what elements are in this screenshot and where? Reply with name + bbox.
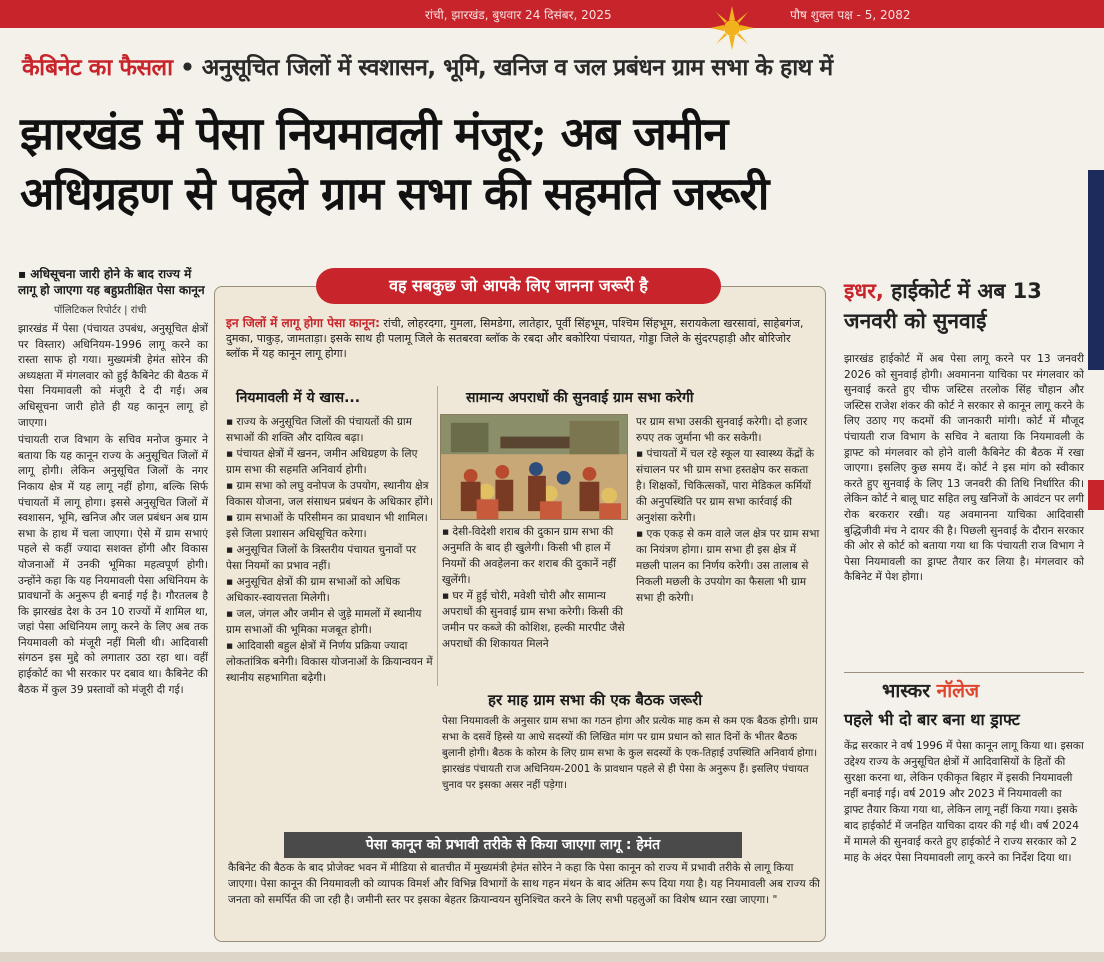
districts-note <box>226 316 816 361</box>
rule-point: ▪ अनुसूचित क्षेत्रों की ग्राम सभाओं को अधिक अधिकार-स्वायत्तता मिलेगी। <box>226 576 401 604</box>
headline-line-1: झारखंड में पेसा नियमावली मंजूर; अब जमीन <box>20 107 728 160</box>
quote-heading: पेसा कानून को प्रभावी तरीके से किया जाएगा लागू : हेमंत <box>284 832 742 858</box>
adjacent-page-strip <box>1088 60 1104 940</box>
page-bottom-edge <box>0 952 1104 962</box>
explainer-banner: वह सबकुछ जो आपके लिए जानना जरूरी है <box>316 268 721 304</box>
rule-point: ▪ अनुसूचित जिलों के त्रिस्तरीय पंचायत चुनावों पर पेसा नियमों का प्रभाव नहीं। <box>226 544 417 572</box>
knowledge-heading: पहले भी दो बार बना था ड्राफ्ट <box>844 710 1020 729</box>
quote-text: कैबिनेट की बैठक के बाद प्रोजेक्ट भवन में मीडिया से बातचीत में मुख्यमंत्री हेमंत सोरेन ने कहा कि पेसा कानून को राज्य में प्रभावी तरीके से लागू किया जाएगा। पेसा कानून की नियमावली को व्यापक विमर्श और विभिन्न विभागों के साथ गहन मंथन के बाद अंतिम रूप दिया गया है। यह नियमावली अब राज्य की जनता को समर्पित की जा रही है। जमीनी स्तर पर इसका बेहतर क्रियान्वयन सुनिश्चित करने के लिए सभी पहलुओं का विशेष ध्यान रखा जाएगा। " <box>228 862 820 906</box>
dateline: रांची, झारखंड, बुधवार 24 दिसंबर, 2025 <box>425 8 612 22</box>
offences-list-continued <box>636 414 820 606</box>
meeting-heading: हर माह ग्राम सभा की एक बैठक जरूरी <box>488 691 703 709</box>
story-summary: ▪ अधिसूचना जारी होने के बाद राज्य में लागू हो जाएगा यह बहुप्रतीक्षित पेसा कानून <box>18 267 205 297</box>
knowledge-label-a: भास्कर <box>882 680 937 702</box>
offence-point: ▪ पंचायतों में चल रहे स्कूल या स्वास्थ्य केंद्रों के संचालन पर भी ग्राम सभा हस्तक्षेप कर सकता है। शिक्षकों, चिकित्सकों, पारा मेडिकल कर्मियों की अनुपस्थिति पर ग्राम सभा कार्रवाई की अनुशंसा करेगी। <box>636 448 814 524</box>
kicker-text: • अनुसूचित जिलों में स्वशासन, भूमि, खनिज व जल प्रबंधन ग्राम सभा के हाथ में <box>172 55 833 81</box>
column-divider <box>437 386 438 686</box>
rule-point: ▪ पंचायत क्षेत्रों में खनन, जमीन अधिग्रहण के लिए ग्राम सभा की सहमति अनिवार्य होगी। <box>226 448 418 476</box>
rule-point: ▪ जल, जंगल और जमीन से जुड़े मामलों में स्थानीय ग्राम सभाओं की भूमिका मजबूत होगी। <box>226 608 422 636</box>
knowledge-label-b: नॉलेज <box>936 680 980 702</box>
rules-list <box>226 414 434 686</box>
story-paragraph: झारखंड में पेसा (पंचायत उपबंध, अनुसूचित क्षेत्रों पर विस्तार) अधिनियम-1996 लागू करने का रास्ता साफ हो गया। मुख्यमंत्री हेमंत सोरेन की अध्यक्षता में मंगलवार को हुई कैबिनेट की बैठक में पेसा नियमावली को मंजूरी दे दी गई। अब अधिसूचना जारी होते ही यह कानून लागू हो जाएगा। <box>18 323 208 429</box>
samvat-date: पौष शुक्ल पक्ष - 5, 2082 <box>790 8 911 22</box>
highcourt-heading-lead: इधर, <box>844 279 884 303</box>
knowledge-body: केंद्र सरकार ने वर्ष 1996 में पेसा कानून लागू किया था। इसका उद्देश्य राज्य के अनुसूचित क्षेत्रों में आदिवासियों के हितों की सुरक्षा करना था, लेकिन एकीकृत बिहार में इसकी नियमावली नहीं बनाई गई। वर्ष 2019 और 2023 में नियमावली का ड्राफ्ट तैयार किया गया था, लेकिन लागू नहीं किया गया। इसके बाद हाईकोर्ट में जनहित याचिका दायर की गई थी। वर्ष 2024 में मामले की सुनवाई करते हुए हाईकोर्ट ने राज्य सरकार को 2 माह के अंदर पेसा नियमावली लागू करने का निर्देश दिया था। <box>844 740 1084 864</box>
offences-heading: सामान्य अपराधों की सुनवाई ग्राम सभा करेगी <box>466 390 694 406</box>
byline: पॉलिटिकल रिपोर्टर | रांची <box>54 305 147 316</box>
left-story <box>18 266 208 700</box>
story-paragraph: पंचायती राज विभाग के सचिव मनोज कुमार ने बताया कि यह कानून राज्य के अनुसूचित जिलों में लागू होगी। लेकिन अनुसूचित जिलों के नगर निकाय क्षेत्र में यह लागू नहीं होगा, बल्कि सिर्फ पंचायतों में लागू होगा। इससे अनुसूचित जिलों में स्वशासन, भूमि, खनिज और जल प्रबंधन अब ग्राम सभा के हाथ में चला जाएगा। ऐसे में ग्राम सभाएं पहले से कहीं ज्यादा सशक्त होंगी और विकास योजनाओं में उनकी भूमिका महत्वपूर्ण होगी। उन्होंने कहा कि यह नियमावली पेसा अधिनियम के प्रावधानों के अनुरूप ही बनाई गई है। गौरतलब है कि झारखंड देश के उन 10 राज्यों में शामिल था, जहां पेसा अधिनियम लागू करने के लिए अब तक नियमावली को मंजूरी नहीं मिली थी। आदिवासी संगठन इस मुद्दे को लगातार उठा रहा था। वहीं हाईकोर्ट का भी सरकार पर दबाव था। कैबिनेट की बैठक में कुल 39 प्रस्तावों को मंजूरी दी गई। <box>18 434 208 696</box>
right-story <box>844 276 1084 586</box>
meeting-text: पेसा नियमावली के अनुसार ग्राम सभा का गठन होगा और प्रत्येक माह कम से कम एक बैठक होगी। ग्राम सभा के दसवें हिस्से या आधे सदस्यों की लिखित मांग पर ग्राम प्रधान को सात दिनों के भीतर बैठक बुलानी होगी। बैठक के कोरम के लिए ग्राम सभा के कुल सदस्यों के एक-तिहाई उपस्थिति अनिवार्य होगा। झारखंड पंचायती राज अधिनियम-2001 के प्रावधान पहले से ही पेसा के अनुरूप हैं। इसलिए पंचायत चुनाव पर इसका असर नहीं पड़ेगा। <box>442 716 818 791</box>
masthead-bar <box>0 0 1104 28</box>
main-headline <box>20 104 1080 224</box>
sun-ornament-icon <box>710 6 754 50</box>
knowledge-label <box>882 677 979 703</box>
rule-point: ▪ ग्राम सभाओं के परिसीमन का प्रावधान भी शामिल। इसे जिला प्रशासन अधिसूचित करेगा। <box>226 512 428 540</box>
districts-label: इन जिलों में लागू होगा पेसा कानून: <box>226 316 380 330</box>
kicker-label: कैबिनेट का फैसला <box>22 55 173 81</box>
offence-point: ▪ एक एकड़ से कम वाले जल क्षेत्र पर ग्राम सभा का नियंत्रण होगा। ग्राम सभा ही इस क्षेत्र में मछली पालन का निर्णय करेगी। उस तालाब से निकली मछली के उपयोग का फैसला भी ग्राम सभा ही करेगी। <box>636 528 820 604</box>
districts-text: रांची, लोहरदगा, गुमला, सिमडेगा, लातेहार, पूर्वी सिंहभूम, पश्चिम सिंहभूम, सरायकेला खरसावां, साहेबगंज, दुमका, पाकुड़, जामताड़ा। इसके साथ ही पलामू जिले के सतबरवा ब्लॉक के रबदा और बकोरिया पंचायत, गोड्डा जिले के सुंदरपहाड़ी और बोरिजोर ब्लॉक में यह कानून लागू होगा। <box>226 317 804 360</box>
highcourt-body: झारखंड हाईकोर्ट में अब पेसा लागू करने पर 13 जनवरी 2026 को सुनवाई होगी। अवमानना याचिका पर मंगलवार को सुनवाई करते हुए चीफ जस्टिस तरलोक सिंह चौहान और जस्टिस राजेश शंकर की कोर्ट ने सरकार से कानून लागू करने के लिए उठाए गए कदमों की जानकारी मांगी। कोर्ट में मौजूद पंचायती राज विभाग के सचिव ने बताया कि नियमावली के ड्राफ्ट को मंगलवार को होने वाली कैबिनेट की बैठक में रखा जाएगा। इसलिए कुछ समय दें। कोर्ट ने इस मांग को स्वीकार करते हुए सुनवाई के लिए 13 जनवरी की तिथि निर्धारित की। लेकिन कोर्ट ने बालू घाट सहित लघु खनिजों के आवंटन पर लगी रोक बरकरार रखी। यह अवमानना याचिका आदिवासी बुद्धिजीवी मंच ने दायर की है। पिछली सुनवाई के दौरान सरकार की ओर से कोर्ट को बताया गया था कि पंचायती राज विभाग ने पेसा नियमावली का ड्राफ्ट तैयार कर लिया है। मंगलवार को कैबिनेट में पेश होगा। <box>844 353 1084 584</box>
gram-sabha-illustration <box>440 414 628 520</box>
headline-line-2: अधिग्रहण से पहले ग्राम सभा की सहमति जरूरी <box>20 167 769 220</box>
rule-point: ▪ राज्य के अनुसूचित जिलों की पंचायतों की ग्राम सभाओं की शक्ति और दायित्व बढ़ा। <box>226 416 412 444</box>
rules-heading: नियमावली में ये खास... <box>236 390 361 406</box>
offence-point: ▪ देसी-विदेशी शराब की दुकान ग्राम सभा की अनुमति के बाद ही खुलेगी। किसी भी हाल में नियमों की अवहेलना कर शराब की दुकानें नहीं खुलेंगी। <box>442 526 617 586</box>
highcourt-heading-rest: हाईकोर्ट में अब 13 जनवरी को सुनवाई <box>844 279 1042 333</box>
knowledge-divider <box>844 672 1084 673</box>
rule-point: ▪ आदिवासी बहुल क्षेत्रों में निर्णय प्रक्रिया ज्यादा लोकतांत्रिक बनेगी। विकास योजनाओं के क्रियान्वयन में स्थानीय सहभागिता बढ़ेगी। <box>226 640 433 684</box>
offences-list <box>442 524 630 652</box>
story-body <box>18 322 208 698</box>
highcourt-heading <box>844 276 1084 336</box>
offence-point: पर ग्राम सभा उसकी सुनवाई करेगी। दो हजार रुपए तक जुर्माना भी कर सकेगी। <box>636 416 808 444</box>
kicker-line <box>22 50 833 82</box>
offence-point: ▪ घर में हुई चोरी, मवेशी चोरी और सामान्य अपराधों की सुनवाई ग्राम सभा करेगी। किसी की जमीन पर कब्जे की कोशिश, हल्की मारपीट जैसे अपराधों की शिकायत मिलने <box>442 590 625 650</box>
rule-point: ▪ ग्राम सभा को लघु वनोपज के उपयोग, स्थानीय क्षेत्र विकास योजना, जल संसाधन प्रबंधन के अधिकार होंगे। <box>226 480 434 508</box>
